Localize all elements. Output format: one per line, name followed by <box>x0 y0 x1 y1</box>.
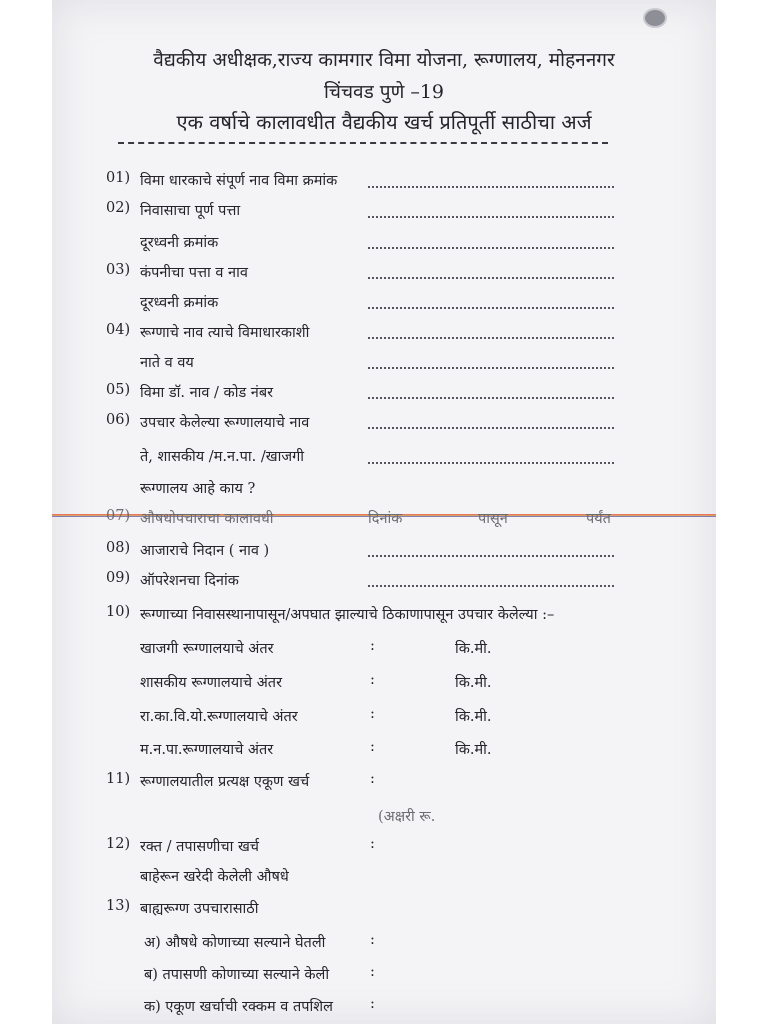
item-12-label: रक्त / तपासणीचा खर्च <box>140 839 260 855</box>
item-12-sub-label: बाहेरून खरेदी केलेली औषधे <box>140 869 289 885</box>
item-07-mid-label: पासून <box>478 511 508 527</box>
item-03-phone-field[interactable] <box>368 307 614 309</box>
item-10-row-2-label: शासकीय रूग्णालयाचे अंतर <box>140 675 282 691</box>
form-title: एक वर्षाचे कालावधीत वैद्यकीय खर्च प्रतिपूर्ती साठीचा अर्ज <box>176 110 592 134</box>
item-10-row-2-colon: : <box>370 672 375 688</box>
item-10-row-1-label: खाजगी रूग्णालयाचे अंतर <box>140 641 274 657</box>
item-12-number: 12) <box>106 836 131 852</box>
item-10-row-1-unit: कि.मी. <box>455 641 492 657</box>
item-02-phone-field[interactable] <box>368 247 614 249</box>
item-06-type-field[interactable] <box>368 462 614 464</box>
item-03-number: 03) <box>106 262 131 278</box>
item-07-from-label: दिनांक <box>368 511 403 527</box>
item-03-sub-label: दूरध्वनी क्रमांक <box>140 295 219 311</box>
item-13-sub-a-colon: : <box>370 932 375 948</box>
item-13-sub-b-label: ब) तपासणी कोणाच्या सल्याने केली <box>144 967 330 983</box>
item-03-field[interactable] <box>368 277 614 279</box>
item-09-label: ऑपरेशनचा दिनांक <box>140 573 239 589</box>
item-13-sub-b-colon: : <box>370 964 375 980</box>
item-02-number: 02) <box>106 200 131 216</box>
item-06-sub-label-2: रूग्णालय आहे काय ? <box>140 481 256 497</box>
item-01-label: विमा धारकाचे संपूर्ण नाव विमा क्रमांक <box>140 173 338 189</box>
item-01-field[interactable] <box>368 186 614 188</box>
item-10-row-3-colon: : <box>370 706 375 722</box>
item-06-field[interactable] <box>368 427 614 429</box>
item-03-label: कंपनीचा पत्ता व नाव <box>140 265 248 281</box>
item-13-sub-a-label: अ) औषधे कोणाच्या सल्याने घेतली <box>144 935 326 951</box>
item-10-number: 10) <box>106 604 131 620</box>
item-02-sub-label: दूरध्वनी क्रमांक <box>140 235 219 251</box>
item-13-sub-c-colon: : <box>370 996 375 1012</box>
item-09-field[interactable] <box>368 585 614 587</box>
item-11-colon: : <box>370 771 375 787</box>
item-06-label: उपचार केलेल्या रूग्णालयाचे नाव <box>140 415 310 431</box>
item-10-row-1-colon: : <box>370 638 375 654</box>
item-06-sub-label: ते, शासकीय /म.न.पा. /खाजगी <box>140 449 305 465</box>
item-10-row-3-label: रा.का.वि.यो.रूग्णालयाचे अंतर <box>140 709 298 725</box>
item-05-number: 05) <box>106 382 131 398</box>
item-11-number: 11) <box>106 771 131 787</box>
item-04-field[interactable] <box>368 337 614 339</box>
item-02-label: निवासाचा पूर्ण पत्ता <box>140 203 241 219</box>
item-05-label: विमा डॉ. नाव / कोड नंबर <box>140 385 274 401</box>
punch-hole <box>643 8 667 28</box>
item-12-colon: : <box>370 836 375 852</box>
item-10-row-4-label: म.न.पा.रूग्णालयाचे अंतर <box>140 742 274 758</box>
item-02-field[interactable] <box>368 216 614 218</box>
item-10-row-4-colon: : <box>370 739 375 755</box>
item-13-sub-c-label: क) एकूण खर्चाची रक्कम व तपशिल <box>144 999 333 1015</box>
item-10-row-2-unit: कि.मी. <box>455 675 492 691</box>
item-07-number: 07) <box>106 508 131 524</box>
item-10-row-3-unit: कि.मी. <box>455 709 492 725</box>
item-10-row-4-unit: कि.मी. <box>455 742 492 758</box>
item-08-label: आजाराचे निदान ( नाव ) <box>140 543 270 559</box>
item-04-age-field[interactable] <box>368 367 614 369</box>
item-04-sub-label: नाते व वय <box>140 355 194 371</box>
title-divider <box>118 142 608 144</box>
item-11-amount-words: (अक्षरी रू. <box>378 809 436 825</box>
item-11-label: रूग्णालयातील प्रत्यक्ष एकूण खर्च <box>140 774 310 790</box>
item-01-number-text: 01) <box>106 170 131 186</box>
item-10-label: रूग्णाच्या निवासस्थानापासून/अपघात झाल्याचे ठिकाणापासून उपचार केलेल्या :– <box>140 607 555 623</box>
header-office: वैद्यकीय अधीक्षक,राज्य कामगार विमा योजना, रूग्णालय, मोहननगर <box>153 49 615 71</box>
item-13-number: 13) <box>106 898 131 914</box>
header-city: चिंचवड पुणे –19 <box>323 81 445 103</box>
item-05-field[interactable] <box>368 397 614 399</box>
item-04-number: 04) <box>106 322 131 338</box>
item-13-label: बाह्यरूग्ण उपचारासाठी <box>140 901 259 917</box>
item-08-field[interactable] <box>368 555 614 557</box>
item-07-to-label: पर्यंत <box>586 511 611 527</box>
item-04-label: रूग्णाचे नाव त्याचे विमाधारकाशी <box>140 325 310 341</box>
item-06-number: 06) <box>106 412 131 428</box>
item-07-label: औषधोपचाराचा कालावधी <box>140 511 274 527</box>
item-08-number: 08) <box>106 540 131 556</box>
item-09-number: 09) <box>106 570 131 586</box>
